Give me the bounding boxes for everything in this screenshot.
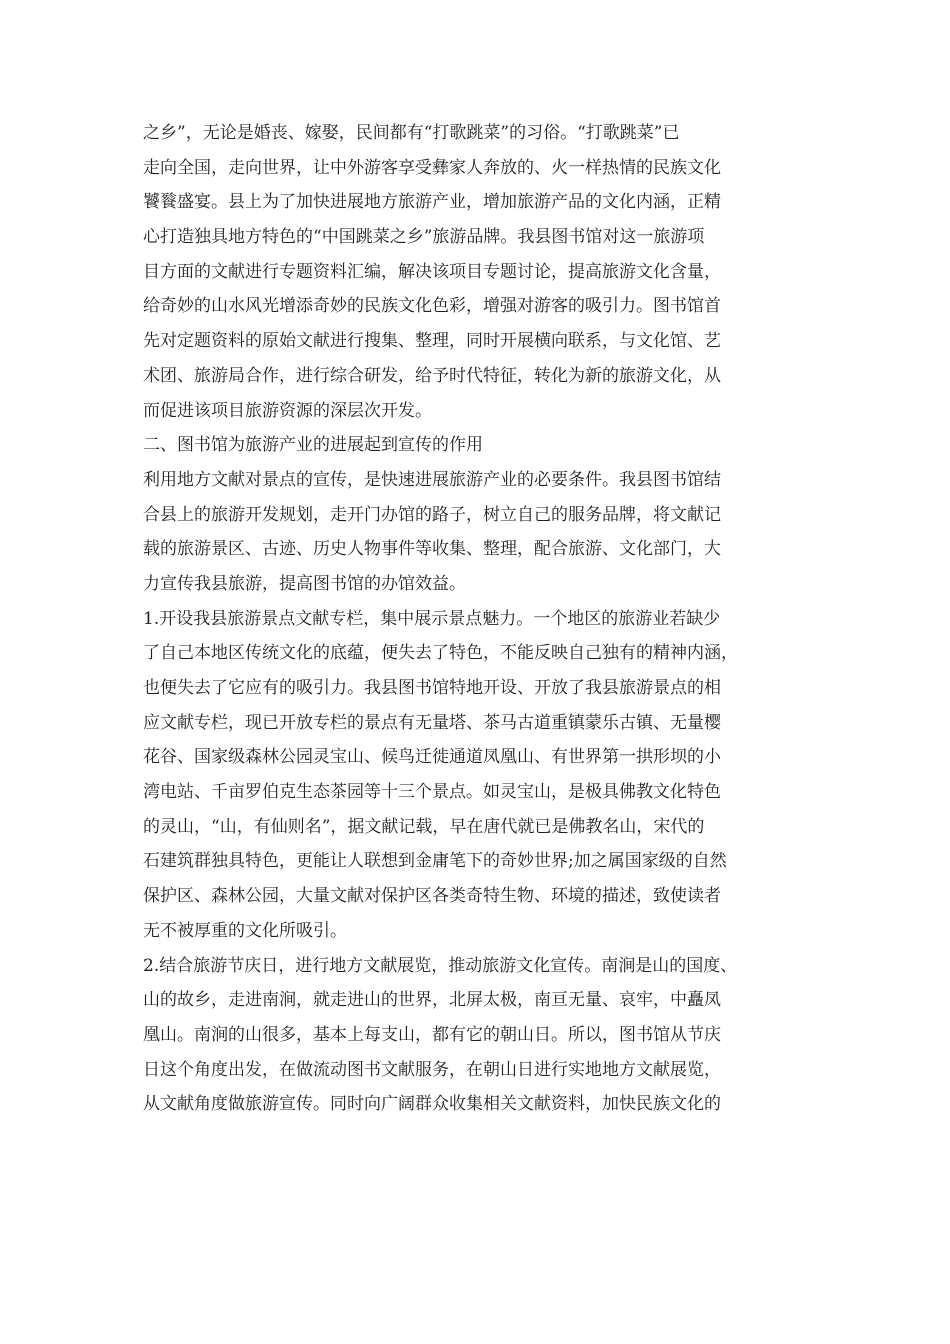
text-line: 1.开设我县旅游景点文献专栏，集中展示景点魅力。一个地区的旅游业若缺少 xyxy=(143,608,721,629)
text-line: 之乡”，无论是婚丧、嫁娶，民间都有“打歌跳菜”的习俗。“打歌跳菜”已 xyxy=(143,123,680,143)
text-line: 无不被厚重的文化所吸引。 xyxy=(143,920,347,941)
text-line: 载的旅游景区、古迹、历史人物事件等收集、整理，配合旅游、文化部门，大 xyxy=(143,539,721,560)
text-line: 山的故乡，走进南涧，就走进山的世界，北屏太极，南亘无量、哀牢，中矗凤 xyxy=(143,990,721,1011)
text-line: 目方面的文献进行专题资料汇编，解决该项目专题讨论，提高旅游文化含量， xyxy=(143,261,721,282)
document-body xyxy=(143,116,813,1122)
text-line: 湾电站、千亩罗伯克生态茶园等十三个景点。如灵宝山，是极具佛教文化特色 xyxy=(143,782,721,803)
text-line: 心打造独具地方特色的“中国跳菜之乡”旅游品牌。我县图书馆对这一旅游项 xyxy=(143,227,705,248)
text-line: 走向全国，走向世界，让中外游客享受彝家人奔放的、火一样热情的民族文化 xyxy=(143,157,721,178)
text-line: 术团、旅游局合作，进行综合研发，给予时代特征，转化为新的旅游文化，从 xyxy=(143,365,721,386)
text-line: 合县上的旅游开发规划，走开门办馆的路子，树立自己的服务品牌，将文献记 xyxy=(143,504,721,525)
text-line: 的灵山，“山，有仙则名”，据文献记载，早在唐代就已是佛教名山，宋代的 xyxy=(143,816,705,837)
text-line: 花谷、国家级森林公园灵宝山、候鸟迁徙通道凤凰山、有世界第一拱形坝的小 xyxy=(143,747,721,768)
text-line: 保护区、森林公园，大量文献对保护区各类奇特生物、环境的描述，致使读者 xyxy=(143,886,721,907)
text-line: 而促进该项目旅游资源的深层次开发。 xyxy=(143,400,432,421)
text-line: 2.结合旅游节庆日，进行地方文献展览，推动旅游文化宣传。南涧是山的国度、 xyxy=(143,955,738,976)
text-line: 了自己本地区传统文化的底蕴，便失去了特色，不能反映自己独有的精神内涵， xyxy=(143,643,738,664)
text-line: 先对定题资料的原始文献进行搜集、整理，同时开展横向联系，与文化馆、艺 xyxy=(143,331,721,352)
text-line: 从文献角度做旅游宣传。同时向广阔群众收集相关文献资料，加快民族文化的 xyxy=(143,1094,721,1115)
text-line: 力宣传我县旅游，提高图书馆的办馆效益。 xyxy=(143,573,466,594)
text-line: 凰山。南涧的山很多，基本上每支山，都有它的朝山日。所以，图书馆从节庆 xyxy=(143,1024,721,1045)
text-line: 应文献专栏，现已开放专栏的景点有无量塔、茶马古道重镇蒙乐古镇、无量樱 xyxy=(143,712,721,733)
section-heading: 二、图书馆为旅游产业的进展起到宣传的作用 xyxy=(143,435,483,456)
text-line: 也便失去了它应有的吸引力。我县图书馆特地开设、开放了我县旅游景点的相 xyxy=(143,678,721,698)
text-line: 日这个角度出发，在做流动图书文献服务，在朝山日进行实地地方文献展览， xyxy=(143,1059,721,1080)
text-line: 石建筑群独具特色，更能让人联想到金庸笔下的奇妙世界;加之属国家级的自然 xyxy=(143,851,727,872)
text-line: 饕餮盛宴。县上为了加快进展地方旅游产业，增加旅游产品的文化内涵，正精 xyxy=(143,192,721,213)
text-line: 给奇妙的山水风光增添奇妙的民族文化色彩，增强对游客的吸引力。图书馆首 xyxy=(143,296,721,317)
text-line: 利用地方文献对景点的宣传，是快速进展旅游产业的必要条件。我县图书馆结 xyxy=(143,469,721,490)
